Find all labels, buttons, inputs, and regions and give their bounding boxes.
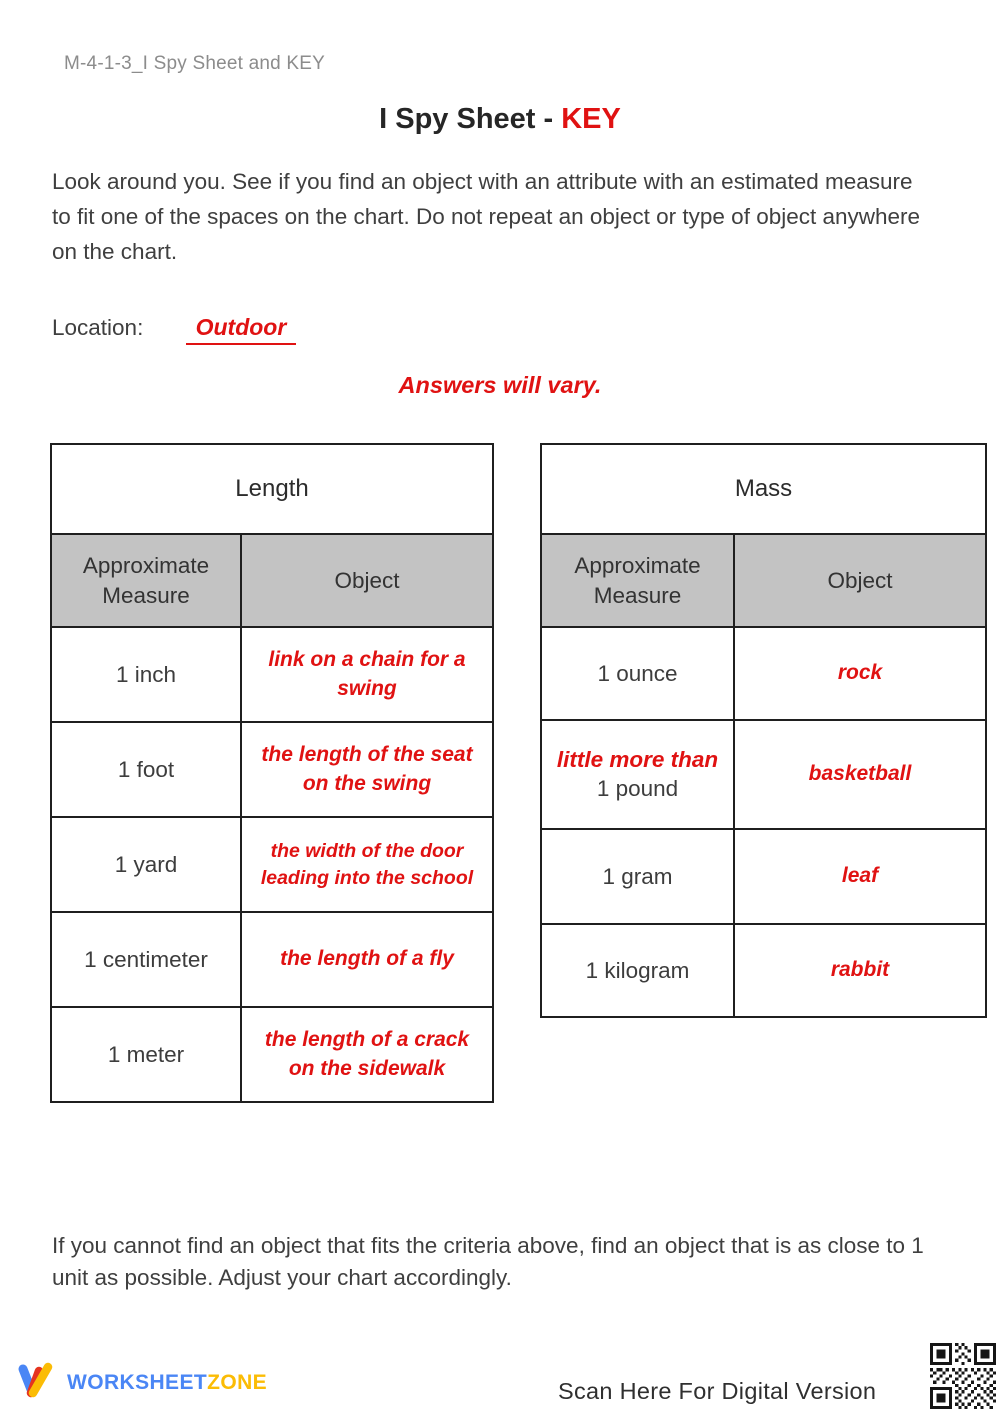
object-cell: the length of a crack on the sidewalk xyxy=(241,1007,493,1102)
worksheetzone-logo xyxy=(16,1360,267,1405)
measure-cell: 1 centimeter xyxy=(51,912,241,1007)
column-header-object: Object xyxy=(241,534,493,627)
table-row xyxy=(541,720,986,829)
brand-text xyxy=(67,1371,267,1395)
intro-paragraph: Look around you. See if you find an object with an attribute with an estimated measure to fit one of the spaces on the chart. Do not repeat an object or type of object anywhere on the chart. xyxy=(52,169,921,264)
object-cell: rock xyxy=(734,627,986,720)
page-title-key: KEY xyxy=(561,103,621,135)
column-header-measure: Approximate Measure xyxy=(51,534,241,627)
table-header-row xyxy=(541,534,986,627)
file-label: M-4-1-3_I Spy Sheet and KEY xyxy=(64,53,325,74)
column-header-measure: Approximate Measure xyxy=(541,534,734,627)
measure-cell: 1 inch xyxy=(51,627,241,722)
table-row xyxy=(51,722,493,817)
table-row xyxy=(541,627,986,720)
measure-note: little more than xyxy=(556,747,719,773)
length-table xyxy=(50,443,494,1103)
measure-cell: 1 yard xyxy=(51,817,241,912)
measure-cell: 1 kilogram xyxy=(541,924,734,1017)
page-title-text: I Spy Sheet - xyxy=(379,103,562,135)
table-row xyxy=(51,817,493,912)
length-table-title: Length xyxy=(51,444,493,534)
mass-table xyxy=(540,443,987,1018)
measure-cell xyxy=(541,720,734,829)
object-cell: the length of the seat on the swing xyxy=(241,722,493,817)
brand-zone: ZONE xyxy=(207,1370,268,1394)
measure-cell: 1 gram xyxy=(541,829,734,924)
answers-note: Answers will vary. xyxy=(398,372,602,398)
location-label: Location: xyxy=(52,315,144,340)
table-row xyxy=(51,912,493,1007)
table-title-row xyxy=(541,444,986,534)
table-row xyxy=(51,1007,493,1102)
page-title xyxy=(0,103,1000,136)
qr-code-icon xyxy=(930,1343,996,1409)
object-cell: the width of the door leading into the school xyxy=(241,817,493,912)
object-cell: basketball xyxy=(734,720,986,829)
object-cell: link on a chain for a swing xyxy=(241,627,493,722)
brand-worksheet: WORKSHEET xyxy=(67,1370,208,1394)
table-row xyxy=(541,924,986,1017)
w-logo-icon xyxy=(16,1360,60,1405)
table-row xyxy=(541,829,986,924)
table-header-row xyxy=(51,534,493,627)
scan-here-text: Scan Here For Digital Version xyxy=(558,1378,877,1404)
table-title-row xyxy=(51,444,493,534)
bottom-note: If you cannot find an object that fits the criteria above, find an object that is as close to 1 unit as possible. Adjust your chart accordingly. xyxy=(52,1233,924,1290)
object-cell: leaf xyxy=(734,829,986,924)
object-cell: the length of a fly xyxy=(241,912,493,1007)
measure-cell: 1 meter xyxy=(51,1007,241,1102)
column-header-object: Object xyxy=(734,534,986,627)
measure-cell: 1 foot xyxy=(51,722,241,817)
measure-cell: 1 ounce xyxy=(541,627,734,720)
object-cell: rabbit xyxy=(734,924,986,1017)
table-row xyxy=(51,627,493,722)
mass-table-title: Mass xyxy=(541,444,986,534)
measure-text: 1 pound xyxy=(596,775,679,801)
location-value: Outdoor xyxy=(186,314,297,345)
location-row xyxy=(52,314,296,345)
